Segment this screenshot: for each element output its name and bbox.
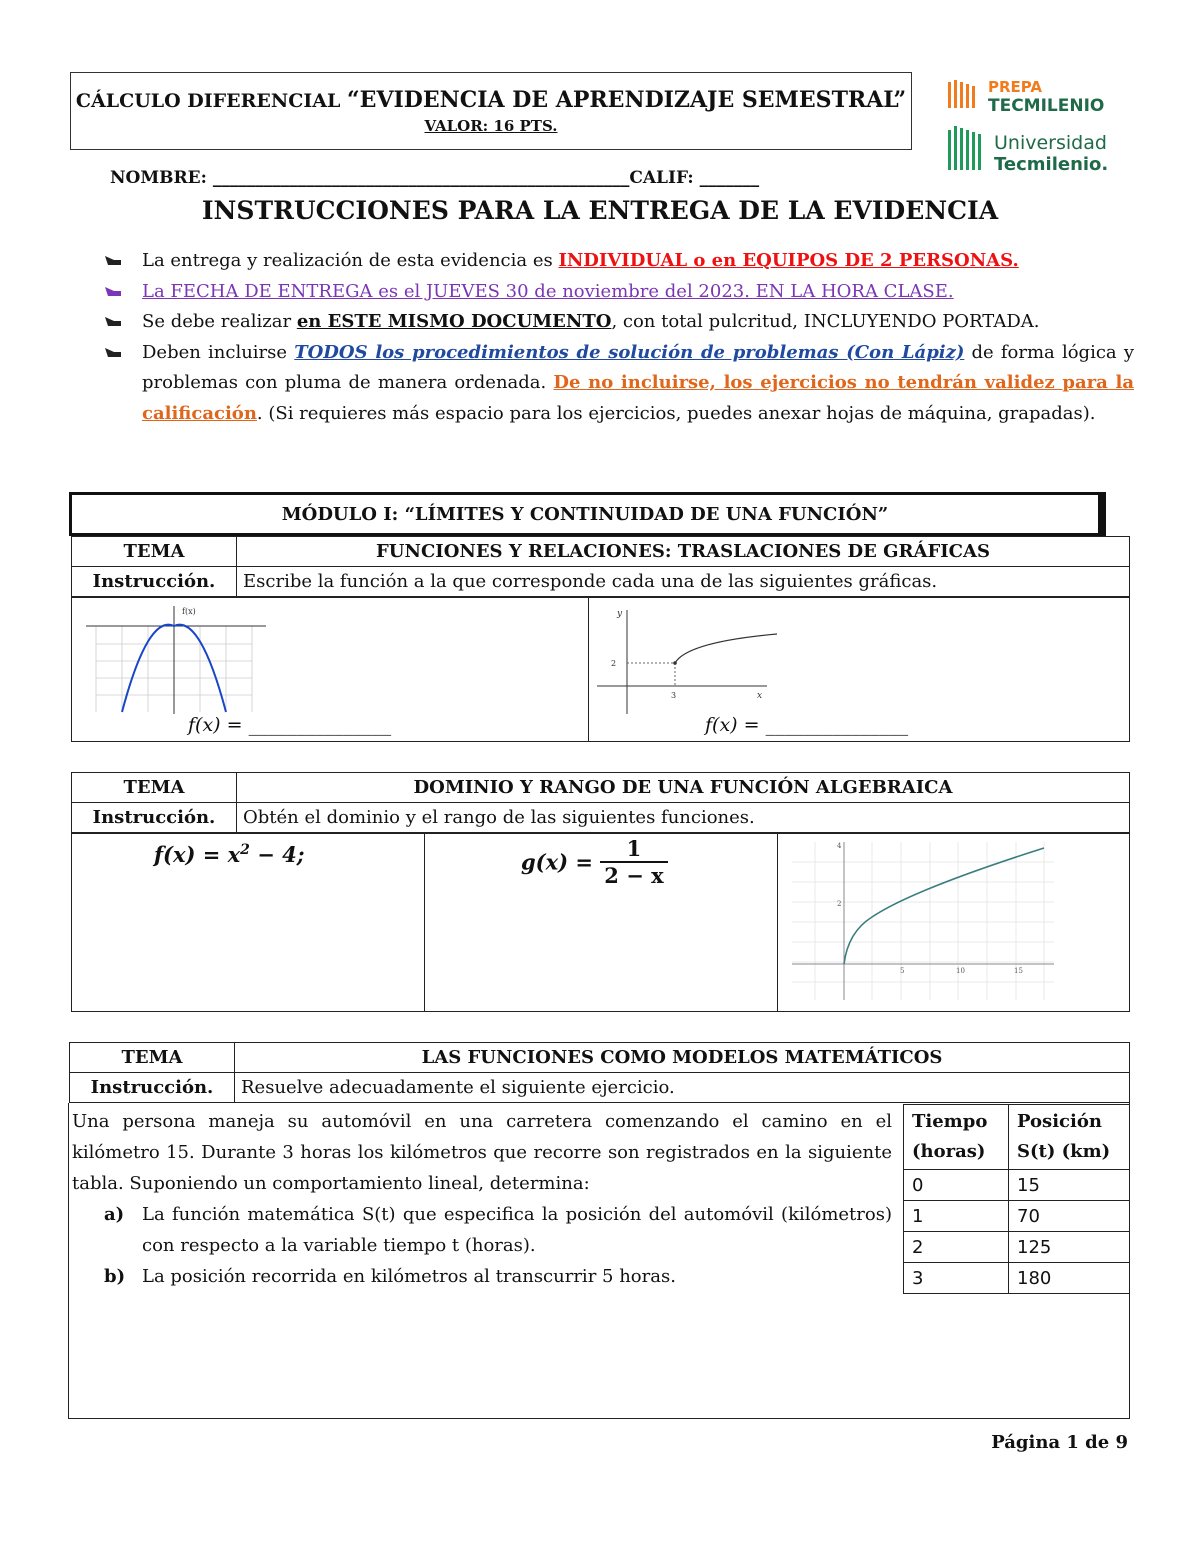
graph-cell-right bbox=[589, 598, 1130, 742]
logo-tecmilenio: TECMILENIO bbox=[988, 96, 1105, 116]
point-y-label: 2 bbox=[611, 659, 617, 668]
bullet-4-emphasis: TODOS los procedimientos de solución de problemas (Con Lápiz) bbox=[294, 341, 965, 363]
tema-label: TEMA bbox=[72, 537, 237, 567]
tema-title: DOMINIO Y RANGO DE UNA FUNCIÓN ALGEBRAICA bbox=[237, 773, 1130, 803]
instructions-list bbox=[104, 246, 1134, 430]
cell-time: 0 bbox=[904, 1170, 1009, 1201]
bullet-3-bold: en ESTE MISMO DOCUMENTO bbox=[296, 311, 612, 333]
x-axis-label: x bbox=[757, 691, 763, 701]
instructions-title: INSTRUCCIONES PARA LA ENTREGA DE LA EVIDENCIA bbox=[201, 196, 999, 225]
instruction-text: Escribe la función a la que corresponde cada una de las siguientes gráficas. bbox=[237, 567, 1130, 597]
tecmilenio-logos bbox=[944, 76, 1134, 176]
section2-table bbox=[71, 772, 1130, 833]
bullet-4-post: . (Si requieres más espacio para los ejercicios, puedes anexar hojas de máquina, grapadas). bbox=[256, 402, 1096, 424]
nombre-label: NOMBRE: bbox=[110, 168, 207, 188]
header-posicion bbox=[1009, 1105, 1130, 1170]
cell-position: 125 bbox=[1009, 1232, 1130, 1263]
nombre-field[interactable]: _________________________________________________ bbox=[212, 168, 630, 188]
cell-position: 180 bbox=[1009, 1263, 1130, 1294]
bullet-3-text: Se debe realizar bbox=[142, 311, 297, 333]
tema-title: LAS FUNCIONES COMO MODELOS MATEMÁTICOS bbox=[235, 1043, 1130, 1073]
question-b bbox=[72, 1261, 892, 1292]
g-expression bbox=[521, 836, 668, 888]
valor: VALOR: 16 PTS. bbox=[424, 117, 558, 135]
list-item bbox=[104, 338, 1134, 430]
question-a-text: La función matemática S(t) que especifica la posición del automóvil (kilómetros) con respecto a la variable tiempo t (horas). bbox=[142, 1204, 892, 1256]
logo-tecmilenio-2: Tecmilenio. bbox=[994, 154, 1109, 175]
question-b-key: b) bbox=[104, 1266, 126, 1287]
cell-time: 3 bbox=[904, 1263, 1009, 1294]
tick-y-2: 2 bbox=[837, 900, 842, 908]
f-exponent: 2 bbox=[240, 842, 250, 858]
tick-y-4: 4 bbox=[837, 842, 842, 850]
g-fraction bbox=[600, 836, 667, 888]
y-axis-label: y bbox=[617, 609, 623, 619]
evidence-title: “EVIDENCIA DE APRENDIZAJE SEMESTRAL” bbox=[347, 87, 907, 113]
header-tiempo-2: (horas) bbox=[912, 1141, 986, 1162]
cell-position: 70 bbox=[1009, 1201, 1130, 1232]
f-rhs: − 4; bbox=[249, 842, 305, 867]
bullet-4-text: Deben incluirse bbox=[142, 341, 295, 363]
course-name: CÁLCULO DIFERENCIAL bbox=[75, 90, 341, 112]
tick-x-10: 10 bbox=[956, 967, 965, 975]
calif-label: CALIF: bbox=[629, 168, 694, 188]
sqrt-shift-graph bbox=[597, 606, 797, 716]
cell-time: 2 bbox=[904, 1232, 1009, 1263]
data-table bbox=[903, 1104, 1130, 1294]
g-denominator: 2 − x bbox=[604, 863, 664, 888]
bullet-4-mid: de forma lógica y problemas con pluma de manera ordenada. bbox=[142, 341, 1134, 394]
graph-label: f(x) bbox=[182, 607, 196, 616]
bullet-1-text: La entrega y realización de esta evidencia es bbox=[142, 250, 559, 271]
instruction-text: Obtén el dominio y el rango de las siguientes funciones. bbox=[237, 803, 1130, 833]
list-item bbox=[104, 246, 1134, 277]
tema-label: TEMA bbox=[70, 1043, 235, 1073]
f-cell[interactable] bbox=[72, 834, 425, 1012]
graph-cell-left bbox=[72, 598, 589, 742]
g-lhs: g(x) = bbox=[521, 849, 593, 875]
section1-graphs bbox=[71, 597, 1130, 742]
f-lhs: f(x) = x bbox=[154, 842, 241, 867]
point-x-label: 3 bbox=[671, 691, 677, 700]
header-tiempo-1: Tiempo bbox=[912, 1111, 988, 1132]
tema-label: TEMA bbox=[72, 773, 237, 803]
hand-pointer-icon bbox=[104, 283, 122, 299]
question-a bbox=[72, 1199, 892, 1261]
question-b-text: La posición recorrida en kilómetros al transcurrir 5 horas. bbox=[142, 1266, 676, 1287]
header-posicion-2: S(t) (km) bbox=[1017, 1141, 1111, 1162]
section3-table bbox=[69, 1042, 1130, 1103]
table-row bbox=[904, 1232, 1130, 1263]
problem-statement bbox=[72, 1106, 892, 1292]
instruction-label: Instrucción. bbox=[72, 803, 237, 833]
header-posicion-1: Posición bbox=[1017, 1111, 1102, 1132]
tick-x-15: 15 bbox=[1014, 967, 1023, 975]
bullet-3-post: , con total pulcritud, INCLUYENDO PORTADA. bbox=[611, 311, 1040, 333]
calif-field[interactable]: _______ bbox=[699, 168, 760, 188]
module-title: MÓDULO I: “LÍMITES Y CONTINUIDAD DE UNA FUNCIÓN” bbox=[69, 492, 1101, 536]
instruction-label: Instrucción. bbox=[70, 1073, 235, 1103]
logo-prepa: PREPA bbox=[988, 78, 1043, 96]
instruction-label: Instrucción. bbox=[72, 567, 237, 597]
question-a-key: a) bbox=[104, 1204, 125, 1225]
f-expression bbox=[154, 842, 305, 867]
g-numerator: 1 bbox=[600, 836, 667, 863]
name-line bbox=[110, 168, 759, 188]
graph-cell bbox=[778, 834, 1130, 1012]
hand-pointer-icon bbox=[104, 252, 122, 268]
bullet-4-warning: De no incluirse, los ejercicios no tendrán validez para la calificación bbox=[142, 372, 1134, 424]
logo-universidad: Universidad bbox=[994, 132, 1107, 154]
list-item bbox=[104, 277, 1134, 308]
hand-pointer-icon bbox=[104, 313, 122, 329]
page-number: Página 1 de 9 bbox=[991, 1432, 1128, 1453]
sqrt-graph bbox=[792, 842, 1054, 1000]
tema-title: FUNCIONES Y RELACIONES: TRASLACIONES DE GRÁFICAS bbox=[237, 537, 1130, 567]
g-cell[interactable] bbox=[425, 834, 778, 1012]
answer-left[interactable]: f(x) = _______________ bbox=[188, 714, 392, 736]
document-title bbox=[71, 87, 911, 113]
hand-pointer-icon bbox=[104, 344, 122, 360]
table-row bbox=[904, 1201, 1130, 1232]
answer-right[interactable]: f(x) = _______________ bbox=[705, 714, 909, 736]
instruction-text: Resuelve adecuadamente el siguiente ejercicio. bbox=[235, 1073, 1130, 1103]
section2-cells bbox=[71, 833, 1130, 1012]
section1-table bbox=[71, 536, 1130, 597]
list-item bbox=[104, 307, 1134, 338]
cell-time: 1 bbox=[904, 1201, 1009, 1232]
table-row bbox=[904, 1263, 1130, 1294]
problem-text: Una persona maneja su automóvil en una carretera comenzando el camino en el kilómetro 15. Durante 3 horas los kilómetros que recorre son registrados en la siguiente tabla. Suponiendo un comportamiento lineal, determina: bbox=[72, 1111, 892, 1194]
cell-position: 15 bbox=[1009, 1170, 1130, 1201]
table-row bbox=[904, 1170, 1130, 1201]
parabola-graph bbox=[86, 604, 286, 714]
header-box bbox=[70, 72, 912, 150]
tick-x-5: 5 bbox=[900, 967, 905, 975]
header-tiempo bbox=[904, 1105, 1009, 1170]
bullet-1-highlight: INDIVIDUAL o en EQUIPOS DE 2 PERSONAS. bbox=[558, 250, 1019, 271]
bullet-2-text: La FECHA DE ENTREGA es el JUEVES 30 de noviembre del 2023. EN LA HORA CLASE. bbox=[142, 280, 954, 302]
